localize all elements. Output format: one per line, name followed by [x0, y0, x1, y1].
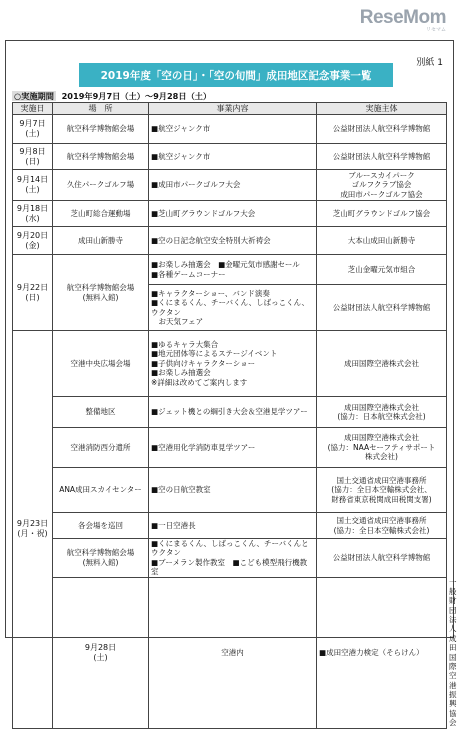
date-line: 9月28日 [84, 642, 117, 652]
organizer-line: 財務省東京税関成田税関支署) [331, 494, 432, 504]
venue-line: 航空科学博物館会場 [66, 151, 135, 161]
content-cell [149, 539, 317, 578]
venue-cell [53, 255, 149, 331]
table-row [13, 468, 447, 513]
organizer-line: ブルースカイパーク [348, 170, 415, 180]
content-line: ■子供向けキャラクターショー [151, 358, 256, 368]
organizer-line: 成田市パークゴルフ協会 [340, 189, 423, 199]
organizer-cell [317, 201, 447, 227]
content-cell [149, 115, 317, 144]
table-body [13, 115, 457, 729]
content-line: ■ジェット機との綱引き大会＆空港見学ツアー [151, 407, 308, 417]
content-cell [149, 144, 317, 170]
organizer-cell [317, 115, 447, 144]
content-line: ■ゆるキャラ大集合 [151, 340, 219, 350]
date-line: 9月20日 [16, 230, 49, 240]
content-cell [149, 170, 317, 201]
date-line: (日) [25, 292, 40, 302]
content-cell [149, 397, 317, 428]
organizer-cell [317, 170, 447, 201]
venue-line: 空港内 [221, 647, 244, 657]
organizer-cell [317, 468, 447, 513]
venue-line: (無料入館) [82, 557, 119, 567]
content-cell [149, 428, 317, 468]
organizer-line: 大本山成田山新勝寺 [347, 235, 416, 245]
organizer-line: 公益財団法人航空科学博物館 [332, 151, 431, 161]
content-line: ■航空ジャンク市 [151, 124, 211, 134]
content-line: ■成田市パークゴルフ大会 [151, 180, 241, 190]
organizer-line: 公益財団法人航空科学博物館 [332, 553, 431, 563]
organizer-line: ゴルフクラブ協会 [351, 180, 412, 190]
date-cell [13, 144, 53, 170]
table-row [13, 331, 447, 397]
content-line: ■芝山町グラウンドゴルフ大会 [151, 208, 256, 218]
logo-brand: ReseMom [359, 7, 446, 28]
venue-cell [53, 428, 149, 468]
venue-line: 航空科学博物館会場 [66, 283, 135, 293]
venue-line: 成田山新勝寺 [78, 235, 123, 245]
date-line: (土) [25, 185, 40, 194]
date-line: (水) [25, 213, 40, 223]
organizer-line: 芝山町グラウンドゴルフ協会 [332, 208, 431, 218]
table-row [13, 539, 447, 578]
date-line: 9月14日 [16, 175, 49, 184]
date-cell [13, 170, 53, 201]
content-line: ※詳細は改めてご案内します [151, 377, 248, 387]
table-row [13, 255, 447, 285]
content-cell [149, 285, 317, 331]
header-venue: 場 所 [53, 103, 149, 115]
organizer-line: 公益財団法人航空科学博物館 [332, 302, 431, 312]
organizer-line: (協力：NAAセーフティサポート [327, 442, 436, 452]
table-row: 9月28日 (土) 空港内 ■成田空港力検定（そらけん） 一般財団法人 成田国際空港振興協会 [13, 577, 447, 728]
content-line: ■ブーメラン製作教室 ■こども模型飛行機教室 [151, 557, 308, 577]
venue-cell [53, 331, 149, 397]
organizer-cell [317, 144, 447, 170]
date-line: 9月7日 [19, 119, 46, 128]
organizer-cell [317, 513, 447, 539]
organizer-line: 成田国際空港株式会社 [344, 433, 419, 443]
content-line: ■キャラクターショー、バンド演奏 [151, 288, 270, 298]
content-line: ■お楽しみ抽選会 ■金曜元気市感謝セール [151, 260, 300, 270]
content-line: ■空の日航空教室 [151, 485, 211, 495]
venue-line: ANA成田スカイセンター [59, 485, 142, 495]
header-date: 実施日 [13, 103, 53, 115]
date-line: 9月22日 [16, 282, 49, 292]
date-line: 9月23日 [16, 519, 49, 529]
organizer-cell [317, 331, 447, 397]
venue-cell [53, 397, 149, 428]
venue-cell [53, 513, 149, 539]
date-line: (金) [25, 240, 40, 250]
table-row [13, 201, 447, 227]
venue-line: 航空科学博物館会場 [66, 548, 135, 558]
resemom-logo [360, 8, 446, 33]
organizer-line: 国土交通省成田空港事務所 [336, 516, 427, 526]
content-line: ■くにまるくん、しばっこくん、チーバくんとウクタン [151, 539, 309, 558]
header-content: 事業内容 [149, 103, 317, 115]
period-label: ○実施期間 [14, 91, 54, 101]
header-organizer: 実施主体 [317, 103, 447, 115]
venue-line: 航空科学博物館会場 [66, 124, 135, 134]
organizer-line: 芝山金曜元気市組合 [347, 264, 416, 274]
organizer-cell [317, 255, 447, 285]
venue-line: 芝山町総合運動場 [70, 208, 131, 218]
content-line: お天気フェア [151, 316, 204, 326]
content-cell [149, 201, 317, 227]
table-row [13, 428, 447, 468]
date-cell [13, 255, 53, 331]
logo-kana: リセマム [426, 27, 446, 33]
content-line: ■くにまるくん、チーバくん、しばっこくん、ウクタン [151, 298, 310, 317]
content-cell [149, 227, 317, 255]
date-cell [13, 201, 53, 227]
table-row [13, 115, 447, 144]
content-line: ■お楽しみ抽選会 [151, 368, 211, 378]
event-period [12, 91, 211, 102]
organizer-line: (協力：全日本空輸株式会社、 [331, 485, 432, 495]
date-line: (日) [25, 156, 40, 166]
venue-line: 空港消防西分遣所 [70, 442, 131, 452]
events-table [12, 102, 457, 729]
content-line: ■航空ジャンク市 [151, 151, 211, 161]
organizer-line: (協力：日本航空株式会社) [337, 412, 426, 421]
venue-cell [53, 539, 149, 578]
organizer-line: 公益財団法人航空科学博物館 [332, 124, 431, 134]
venue-cell [53, 170, 149, 201]
organizer-line: 株式会社) [365, 452, 398, 462]
content-cell [149, 255, 317, 285]
date-cell [53, 577, 149, 728]
date-line: (月・祝) [17, 529, 48, 539]
organizer-cell [317, 539, 447, 578]
document-title: 2019年度「空の日」・「空の旬間」成田地区記念事業一覧 [79, 63, 393, 87]
table-row [13, 397, 447, 428]
content-line: ■一日空港長 [151, 520, 196, 530]
content-cell [149, 331, 317, 397]
table-row [13, 144, 447, 170]
period-value: 2019年9月7日（土）～9月28日（土） [61, 91, 212, 101]
content-line: ■空港用化学消防車見学ツアー [151, 442, 256, 452]
content-line: ■空の日記念航空安全特別大祈祷会 [151, 235, 271, 245]
attachment-label: 別紙 1 [416, 58, 443, 68]
date-line: 9月8日 [19, 146, 46, 156]
content-line: ■成田空港力検定（そらけん） [319, 647, 424, 657]
table-row [13, 513, 447, 539]
table-row [13, 170, 447, 201]
content-cell [149, 513, 317, 539]
organizer-cell [317, 397, 447, 428]
venue-cell [149, 577, 317, 728]
venue-cell [53, 227, 149, 255]
content-line: ■地元団体等によるステージイベント [151, 349, 278, 359]
venue-line: (無料入館) [82, 292, 119, 302]
date-cell [13, 331, 53, 729]
venue-line: 整備地区 [85, 407, 116, 417]
organizer-line: (協力：全日本空輸株式会社) [333, 525, 430, 535]
organizer-cell [317, 227, 447, 255]
venue-line: 空港中央広場会場 [70, 358, 131, 368]
content-line: ■各種ゲームコーナー [151, 269, 226, 279]
content-cell [149, 468, 317, 513]
organizer-cell [317, 428, 447, 468]
document-page [5, 40, 457, 728]
table-row [13, 227, 447, 255]
organizer-line: 成田国際空港株式会社 [344, 358, 419, 368]
table-header-row [13, 103, 447, 115]
organizer-line: 成田国際空港株式会社 [344, 402, 419, 412]
venue-line: 各会場を巡回 [78, 520, 123, 530]
content-cell [317, 577, 447, 728]
venue-cell [53, 468, 149, 513]
date-line: 9月18日 [16, 203, 49, 213]
venue-cell [53, 144, 149, 170]
venue-line: 久住パークゴルフ場 [66, 180, 135, 190]
date-cell [13, 115, 53, 144]
date-cell [13, 227, 53, 255]
venue-cell [53, 201, 149, 227]
organizer-cell [317, 285, 447, 331]
date-line: (土) [25, 129, 40, 138]
date-line: (土) [93, 652, 108, 662]
organizer-line: 国土交通省成田空港事務所 [336, 475, 427, 485]
venue-cell [53, 115, 149, 144]
